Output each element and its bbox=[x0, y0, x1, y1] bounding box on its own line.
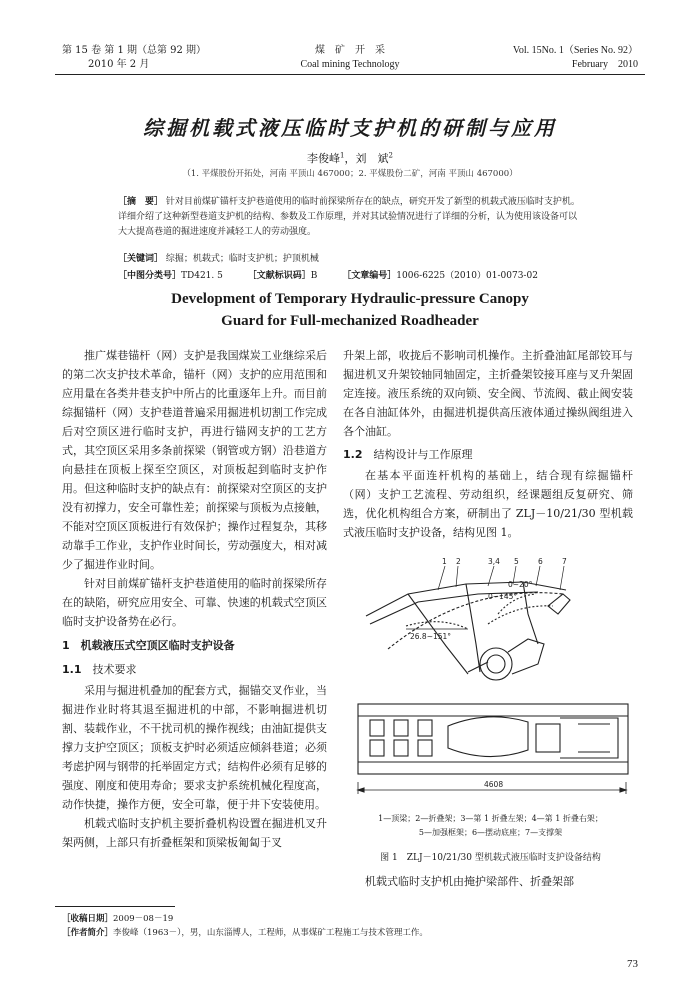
figure-1-drawing bbox=[348, 554, 638, 816]
author-sup: 2 bbox=[388, 151, 393, 160]
page-number: 73 bbox=[627, 958, 638, 970]
author-name: 李俊峰 bbox=[307, 152, 341, 165]
received-label: ［收稿日期］ bbox=[62, 914, 114, 924]
clc-value: TD421. 5 bbox=[181, 271, 223, 281]
callout-7: 7 bbox=[562, 557, 567, 566]
abstract-label: ［摘 要］ bbox=[118, 197, 164, 207]
subsection-heading bbox=[343, 445, 633, 464]
abstract bbox=[118, 195, 583, 240]
callout-2: 2 bbox=[456, 557, 461, 566]
article-no-value: 1006-6225（2010）01-0073-02 bbox=[396, 271, 538, 281]
callout-3-4: 3,4 bbox=[488, 557, 500, 566]
affiliation: （1. 平煤股份开拓处，河南 平顶山 467000；2. 平煤股份二矿，河南 平顶山 467000） bbox=[182, 169, 518, 179]
keywords-text: 综掘；机载式；临时支护机；护顶机械 bbox=[165, 254, 319, 264]
received-date bbox=[62, 912, 428, 926]
body-paragraph: 采用与掘进机叠加的配套方式，掘锚交叉作业，当掘进作业时将其退至掘进机的中部，不影响掘进机切割、装载作业，不干扰司机的操作视线；由油缸提供支撑力支护空顶区；顶板支护时必须适应倾斜巷道；必须考虑护网与钢带的托举固定方式；结构件必须有足够的强度、刚度和使用寿命；要求支护系统机械化程度高，动作快捷，操作方便，安全可靠，便于井下安装使用。 bbox=[62, 684, 327, 811]
subsection-number: 1.2 bbox=[343, 448, 363, 461]
classification bbox=[118, 269, 583, 283]
doc-code-label: ［文献标识码］ bbox=[247, 271, 311, 281]
support-arm-2 bbox=[466, 584, 480, 672]
angle-arc-3 bbox=[406, 622, 468, 629]
right-column bbox=[343, 346, 633, 542]
keywords bbox=[118, 252, 583, 266]
body-paragraph: 升架上部，收拢后不影响司机操作。主折叠油缸尾部铰耳与掘进机叉升架铰轴同轴固定，主折叠架铰接耳座与叉升架固定连接。液压系统的双向锁、安全阀、节流阀、截止阀安装在各自油缸体外，由掘进机提供高压液体通过操纵阀组进入各个油缸。 bbox=[343, 349, 633, 438]
legend-line: 5—加强框架；6—摆动底座；7—支撑架 bbox=[418, 828, 563, 837]
subsection-title: 结构设计与工作原理 bbox=[373, 448, 473, 461]
header-right bbox=[513, 44, 638, 72]
article-title-en bbox=[0, 288, 700, 332]
author-sup: 1 bbox=[340, 151, 345, 160]
callout-5: 5 bbox=[514, 557, 519, 566]
author-bio bbox=[62, 926, 428, 940]
angle-arc-2 bbox=[488, 606, 553, 624]
abstract-text: 针对目前煤矿锚杆支护巷道使用的临时前探梁所存在的缺点，研究开发了新型的机载式液压临时支护机。详细介绍了这种新型巷道支护机的结构、参数及工作原理，并对其试验情况进行了详细的分析，认为使用该设备可以大大提高巷道的掘进速度并减轻工人的劳动强度。 bbox=[118, 197, 580, 237]
callout-1: 1 bbox=[442, 557, 447, 566]
article-no-label: ［文章编号］ bbox=[342, 271, 397, 281]
volume-info-en: Vol. 15No. 1（Series No. 92） bbox=[512, 45, 638, 56]
bio-label: ［作者简介］ bbox=[62, 928, 114, 938]
volume-info: 第 15 卷 第 1 期（总第 92 期） bbox=[62, 45, 207, 56]
figure-caption: 图 1 ZLJ－10/21/30 型机载式液压临时支护设备结构 bbox=[380, 853, 601, 863]
title-en-line1: Development of Temporary Hydraulic-pressure Canopy bbox=[171, 291, 529, 307]
journal-name-cn: 煤 矿 开 采 bbox=[315, 45, 385, 56]
callout-6: 6 bbox=[538, 557, 543, 566]
body-paragraph: 机载式临时支护机主要折叠机构设置在掘进机叉升架两侧，上部只有折叠框架和顶梁板匍匐于叉 bbox=[62, 817, 327, 849]
subsection-number: 1.1 bbox=[62, 663, 82, 676]
angle-label-1: 0~20° bbox=[508, 580, 533, 589]
issue-date: 2010 年 2 月 bbox=[88, 59, 150, 70]
clc-label: ［中图分类号］ bbox=[118, 271, 182, 281]
article-title-cn: 综掘机载式液压临时支护机的研制与应用 bbox=[143, 116, 557, 140]
authors: 李俊峰$^1$，刘 斌$^2$ bbox=[307, 151, 393, 165]
machine-body-plan bbox=[358, 704, 628, 774]
title-en-line2: Guard for Full-mechanized Roadheader bbox=[221, 313, 479, 329]
header-rule bbox=[55, 74, 645, 75]
support-arm-3 bbox=[523, 582, 538, 644]
footnote bbox=[62, 912, 428, 940]
legend-line: 1—顶梁；2—折叠架；3—第 1 折叠左架；4—第 1 折叠右架； bbox=[378, 814, 603, 823]
issue-date-en: February 2010 bbox=[571, 59, 638, 70]
body-paragraph: 推广煤巷锚杆（网）支护是我国煤炭工业继综采后的第二次支护技术革命，锚杆（网）支护的应用范围和应用量在各类井巷支护中所占的比重逐年上升。而目前综掘锚杆（网）支护巷道普遍采用掘进机切割工作完成后对空顶区进行临时支护，再进行锚网支护的工艺方式，其空顶区采用多条前探梁（钢管或方钢）沿巷道方向悬挂在顶板上探至空顶区，对顶板起到临时支护作用。但这种临时支护的缺点有：前探梁对空顶区的支护没有初撑力，安全可靠性差；前探梁与顶板为点接触，不能对空顶区顶板进行有效保护；操作过程复杂，其移动靠手工作业，支护作业时间长，劳动强度大，相对减少了掘进作业时间。 bbox=[62, 349, 327, 571]
body-paragraph: 机载式临时支护机由掩护梁部件、折叠架部 bbox=[365, 875, 574, 888]
received-value: 2009－08－19 bbox=[113, 914, 174, 924]
dimension-label: 4608 bbox=[484, 780, 504, 789]
footnote-rule bbox=[55, 906, 175, 907]
section-heading: 1 机载液压式空顶区临时支护设备 bbox=[62, 639, 235, 652]
subsection-heading bbox=[62, 660, 327, 679]
subsection-title: 技术要求 bbox=[92, 663, 137, 676]
doc-code-value: B bbox=[310, 271, 318, 281]
figure-legend bbox=[343, 812, 638, 840]
angle-label-2: 0~145° bbox=[488, 592, 518, 601]
left-column bbox=[62, 346, 327, 852]
body-paragraph: 针对目前煤矿锚杆支护巷道使用的临时前探梁所存在的缺陷，研究应用安全、可靠、快速的机载式空顶区临时支护设备势在必行。 bbox=[62, 577, 327, 628]
journal-name-en: Coal mining Technology bbox=[300, 59, 400, 70]
body-paragraph: 在基本平面连杆机构的基础上，结合现有综掘锚杆（网）支护工艺流程、劳动组织，经课题组反复研究、筛选，优化机构组合方案，研制出了 ZLJ－10/21/30 型机载式液压临时支护设备，结构见图 1。 bbox=[343, 469, 633, 539]
angle-label-3: 26.8~151° bbox=[410, 632, 452, 641]
author-name: 刘 斌 bbox=[355, 152, 389, 165]
bio-value: 李俊峰（1963－），男，山东淄博人，工程师，从事煤矿工程施工与技术管理工作。 bbox=[113, 928, 428, 938]
keywords-label: ［关键词］ bbox=[118, 254, 164, 264]
